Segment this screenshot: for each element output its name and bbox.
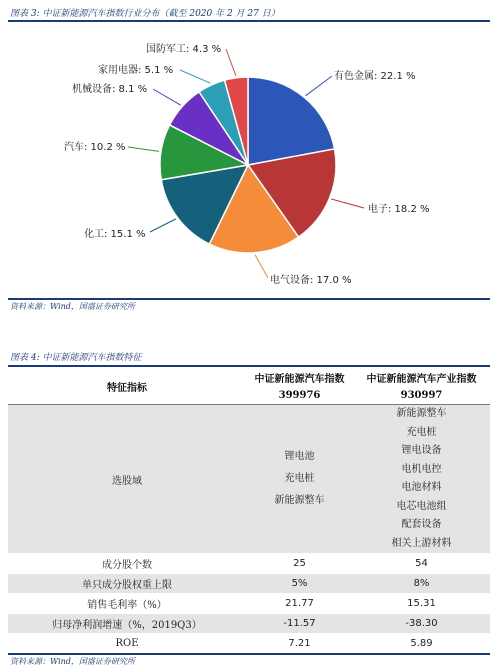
table-row <box>8 574 490 594</box>
figure3-caption: 图表 3: 中证新能源汽车指数行业分布（截至 2020 年 2 月 27 日） <box>10 9 280 19</box>
col2-universe-item: 锂电设备 <box>401 445 442 456</box>
pie-label: 电气设备: 17.0 % <box>270 275 352 286</box>
header-col2-code: 930997 <box>400 389 443 401</box>
col1-universe-item: 充电桩 <box>284 473 315 484</box>
table-row <box>8 634 490 655</box>
row-col1-value: 25 <box>246 554 353 574</box>
pie-label: 机械设备: 8.1 % <box>72 84 148 95</box>
pie-label: 化工: 15.1 % <box>84 229 146 240</box>
col2-universe-item: 电芯电池组 <box>396 500 447 512</box>
pie-label: 国防军工: 4.3 % <box>146 44 222 55</box>
pie-leader-line <box>255 255 268 278</box>
universe-row <box>8 405 490 554</box>
pie-leader-line <box>150 219 176 232</box>
pie-leader-line <box>331 199 364 208</box>
index-feature-table <box>8 368 490 655</box>
col1-universe-item: 新能源整车 <box>274 495 325 506</box>
row-col2-value: 54 <box>353 554 490 574</box>
col1-universe-item: 锂电池 <box>284 451 315 462</box>
col2-universe-item: 电池材料 <box>401 482 442 493</box>
row-col1-value: 21.77 <box>246 594 353 614</box>
pie-label: 有色金属: 22.1 % <box>334 71 416 82</box>
row-label: 成分股个数 <box>8 554 246 574</box>
figure4-source: 资料来源：Wind，国盛证券研究所 <box>10 657 135 666</box>
pie-leader-line <box>226 49 236 76</box>
col1-universe <box>246 405 353 554</box>
row-label: 归母净利润增速（%，2019Q3） <box>8 614 246 634</box>
col2-universe-item: 电机电控 <box>401 463 442 475</box>
figure4-top-rule <box>8 365 490 367</box>
pie-label: 电子: 18.2 % <box>368 204 430 215</box>
col2-universe-item: 相关上游材料 <box>391 537 452 549</box>
header-col1-name: 中证新能源汽车指数 <box>254 373 345 385</box>
universe-label: 选股域 <box>112 475 142 487</box>
pie-leader-line <box>180 70 210 83</box>
header-col1-code: 399976 <box>278 389 321 401</box>
figure4-caption: 图表 4: 中证新能源汽车指数特征 <box>10 353 142 363</box>
row-col1-value: -11.57 <box>246 614 353 634</box>
col2-universe-item: 充电桩 <box>406 426 437 438</box>
row-label: ROE <box>8 634 246 655</box>
col2-universe-item: 新能源整车 <box>396 408 447 419</box>
row-col2-value: 15.31 <box>353 594 490 614</box>
pie-label: 汽车: 10.2 % <box>64 142 126 153</box>
header-col2-name: 中证新能源汽车产业指数 <box>366 373 477 385</box>
row-col2-value: -38.30 <box>353 614 490 634</box>
figure3-source: 资料来源：Wind，国盛证券研究所 <box>10 302 135 311</box>
header-feature: 特征指标 <box>107 382 147 394</box>
row-col1-value: 7.21 <box>246 634 353 655</box>
row-label: 销售毛利率（%） <box>8 594 246 614</box>
row-col2-value: 8% <box>353 574 490 594</box>
table-row <box>8 614 490 634</box>
pie-leader-line <box>153 89 181 105</box>
figure3-bottom-rule <box>8 298 490 300</box>
pie-leader-line <box>128 147 159 151</box>
row-col1-value: 5% <box>246 574 353 594</box>
row-label: 单只成分股权重上限 <box>8 574 246 594</box>
row-col2-value: 5.89 <box>353 634 490 655</box>
table-row <box>8 554 490 574</box>
pie-leader-line <box>306 76 332 96</box>
col2-universe <box>353 405 490 554</box>
industry-pie-chart <box>0 0 500 300</box>
pie-label: 家用电器: 5.1 % <box>98 65 174 76</box>
col2-universe-item: 配套设备 <box>401 519 442 530</box>
table-row <box>8 594 490 614</box>
